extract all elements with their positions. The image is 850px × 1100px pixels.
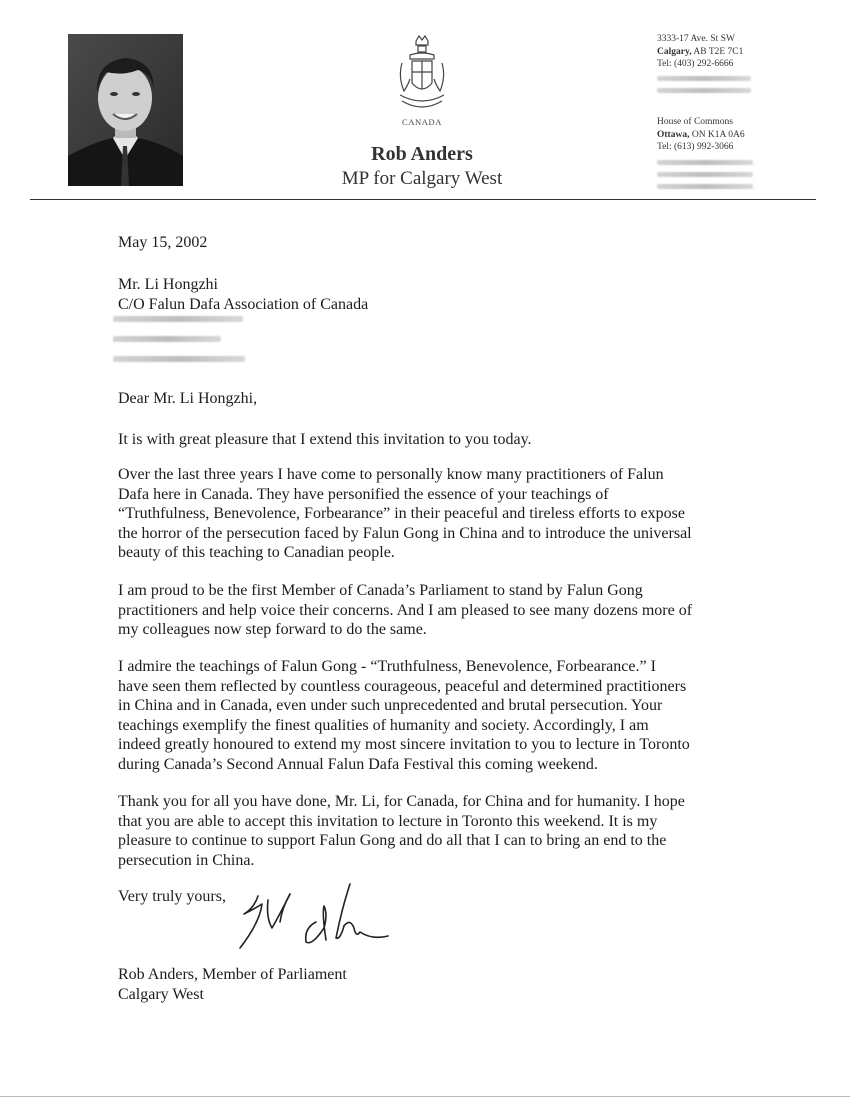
paragraph-line: It is with great pleasure that I extend this invitation to you today.	[118, 431, 532, 448]
constituency-office-address	[657, 33, 751, 93]
signer-name: Rob Anders, Member of Parliament	[118, 966, 347, 983]
paragraph-line: practitioners and help voice their concerns. And I am pleased to see many dozens more of	[118, 601, 693, 619]
salutation: Dear Mr. Li Hongzhi,	[118, 390, 258, 407]
paragraph-4	[118, 657, 738, 775]
redacted-line	[657, 88, 751, 93]
paragraph-2	[118, 465, 738, 563]
redacted-line	[113, 356, 245, 362]
paragraph-line: Dafa here in Canada. They have personified the essence of your teachings of	[118, 485, 609, 503]
redacted-address	[113, 316, 245, 362]
redacted-line	[657, 76, 751, 81]
paragraph-line: I admire the teachings of Falun Gong - “Truthfulness, Benevolence, Forbearance.” I	[118, 658, 656, 675]
ottawa-office-name: House of Commons	[657, 117, 733, 127]
paragraph-line: teachings exemplify the finest qualities of humanity and society. Accordingly, I am	[118, 716, 649, 734]
paragraph-5	[118, 792, 738, 870]
paragraph-line: in China and in Canada, even under such unprecedented and brutal persecution. Your	[118, 697, 663, 715]
redacted-line	[657, 160, 753, 165]
mp-name-heading: Rob Anders	[371, 143, 473, 165]
redacted-line	[657, 184, 753, 189]
letterhead-divider	[30, 199, 816, 200]
paragraph-line: persecution in China.	[118, 851, 255, 869]
recipient-name: Mr. Li Hongzhi	[118, 276, 218, 293]
paragraph-line: have seen them reflected by countless courageous, peaceful and determined practitioners	[118, 677, 687, 695]
country-label: CANADA	[402, 117, 442, 127]
paragraph-1	[118, 430, 738, 450]
paragraph-line: Thank you for all you have done, Mr. Li, for Canada, for China and for humanity. I hope	[118, 793, 685, 810]
ottawa-office-address	[657, 116, 753, 189]
recipient-care-of: C/O Falun Dafa Association of Canada	[118, 295, 369, 313]
paragraph-3	[118, 581, 738, 640]
paragraph-line: my colleagues now step forward to do the same.	[118, 621, 427, 639]
constituency-city: Calgary, AB T2E 7C1	[657, 46, 744, 57]
signer-riding: Calgary West	[118, 985, 204, 1003]
signature-block	[118, 965, 738, 1004]
paragraph-line: pleasure to continue to support Falun Gong and do all that I can to bring an end to the	[118, 832, 667, 850]
constituency-phone: Tel: (403) 292-6666	[657, 59, 734, 69]
ottawa-phone: Tel: (613) 992-3066	[657, 142, 734, 152]
paragraph-line: that you are able to accept this invitation to lecture in Toronto this weekend. It is my	[118, 812, 658, 830]
letter-date: May 15, 2002	[118, 234, 208, 251]
paragraph-line: I am proud to be the first Member of Canada’s Parliament to stand by Falun Gong	[118, 582, 643, 599]
paragraph-line: indeed greatly honoured to extend my most sincere invitation to you to lecture in Toronto	[118, 736, 690, 754]
paragraph-line: the horror of the persecution faced by Falun Gong in China and to introduce the universal	[118, 524, 692, 542]
redacted-line	[657, 172, 753, 177]
paragraph-line: during Canada’s Second Annual Falun Dafa Festival this coming weekend.	[118, 755, 598, 773]
paragraph-line: Over the last three years I have come to personally know many practitioners of Falun	[118, 466, 664, 483]
handwritten-signature	[232, 878, 392, 958]
paragraph-line: “Truthfulness, Benevolence, Forbearance” in their peaceful and tireless efforts to expose	[118, 505, 685, 523]
paragraph-line: beauty of this teaching to Canadian people.	[118, 544, 395, 562]
ottawa-city: Ottawa, ON K1A 0A6	[657, 129, 745, 140]
canada-coat-of-arms	[392, 33, 452, 115]
recipient-block	[118, 275, 738, 314]
closing: Very truly yours,	[118, 888, 226, 905]
redacted-line	[113, 336, 221, 342]
page-bottom-edge	[0, 1096, 850, 1097]
mp-portrait-photo	[68, 34, 183, 186]
constituency-street: 3333-17 Ave. St SW	[657, 34, 735, 44]
redacted-line	[113, 316, 243, 322]
mp-riding-subheading: MP for Calgary West	[341, 168, 503, 189]
